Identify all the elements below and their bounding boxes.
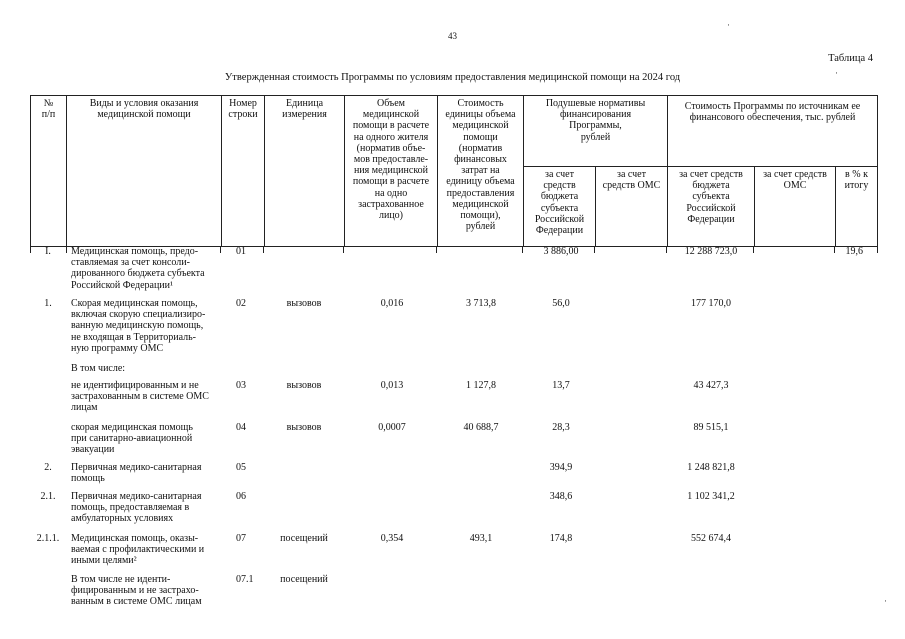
row-line: 03 xyxy=(236,380,246,391)
row-name: Скорая медицинская помощь, включая скорую специализиро- ванную медицинскую помощь, не входящая в Территориаль- ную программу ОМС xyxy=(71,298,206,354)
row-line: 02 xyxy=(236,298,246,309)
row-name: скорая медицинская помощь при санитарно-авиационной эвакуации xyxy=(71,422,193,456)
row-unit: вызовов xyxy=(286,422,322,433)
row-unit-cost: 1 127,8 xyxy=(466,380,496,391)
row-per-capita-budget: 3 886,00 xyxy=(543,246,579,257)
row-number: 1. xyxy=(44,298,52,309)
row-cost-budget: 177 170,0 xyxy=(691,298,731,309)
row-cost-budget: 12 288 723,0 xyxy=(684,246,738,257)
row-name: В том числе: xyxy=(71,363,126,374)
header-cost-pct: в % к итогу xyxy=(844,169,869,192)
scan-speck: · xyxy=(884,596,887,606)
row-per-capita-budget: 56,0 xyxy=(552,298,570,309)
row-volume: 0,016 xyxy=(380,298,404,309)
scan-speck: · xyxy=(727,20,730,30)
row-volume: 0,0007 xyxy=(378,422,406,433)
header-cost-budget: за счет средств бюджета субъекта Российской Федерации xyxy=(679,169,743,225)
table-header xyxy=(30,95,878,247)
header-volume: Объем медицинской помощи в расчете на одного жителя (норматив объе- мов предоставле- ния медицинской помощи в расчете на одно застрахованное лицо) xyxy=(352,98,430,221)
row-cost-budget: 1 248 821,8 xyxy=(687,462,735,473)
row-volume: 0,354 xyxy=(380,533,404,544)
scan-speck: · xyxy=(835,68,838,78)
row-name: Медицинская помощь, предо- ставляемая за счет консоли- дированного бюджета субъекта Российской Федерации¹ xyxy=(71,246,205,291)
row-per-capita-budget: 174,8 xyxy=(549,533,573,544)
header-no: № п/п xyxy=(41,98,56,121)
row-unit-cost: 3 713,8 xyxy=(466,298,496,309)
row-name: Первичная медико-санитарная помощь xyxy=(71,462,202,485)
row-name: В том числе не иденти- фицированным и не застрахо- ванным в системе ОМС лицам xyxy=(71,574,202,608)
header-name: Виды и условия оказания медицинской помощи xyxy=(89,98,199,121)
row-cost-budget: 89 515,1 xyxy=(693,422,729,433)
table-caption: Утвержденная стоимость Программы по условиям предоставления медицинской помощи на 2024 год xyxy=(224,72,681,83)
header-per-capita-budget: за счет средств бюджета субъекта Российской Федерации xyxy=(534,169,585,236)
header-unit: Единица измерения xyxy=(282,98,327,121)
row-per-capita-budget: 394,9 xyxy=(549,462,573,473)
row-number: 2.1. xyxy=(40,491,56,502)
row-number: 2.1.1. xyxy=(36,533,60,544)
row-cost-budget: 1 102 341,2 xyxy=(687,491,735,502)
table-label: Таблица 4 xyxy=(828,53,873,64)
row-unit: вызовов xyxy=(286,380,322,391)
header-line: Номер строки xyxy=(228,98,258,121)
row-cost-budget: 552 674,4 xyxy=(691,533,731,544)
header-cost-oms: за счет средств ОМС xyxy=(763,169,827,192)
row-unit-cost: 493,1 xyxy=(469,533,493,544)
header-per-capita-oms: за счет средств ОМС xyxy=(602,169,661,192)
row-number: I. xyxy=(45,246,51,257)
row-cost-budget: 43 427,3 xyxy=(693,380,729,391)
row-number: 2. xyxy=(44,462,52,473)
header-per-capita: Подушевые нормативы финансирования Программы, рублей xyxy=(545,98,646,143)
row-unit: вызовов xyxy=(286,298,322,309)
header-cost-sources: Стоимость Программы по источникам ее финансового обеспечения, тыс. рублей xyxy=(684,101,861,124)
row-name: Медицинская помощь, оказы- ваемая с профилактическими и иными целями² xyxy=(71,533,205,567)
row-line: 07 xyxy=(236,533,246,544)
header-unit-cost: Стоимость единицы объема медицинской помощи (норматив финансовых затрат на единицу объема предоставления медицинской помощи), рублей xyxy=(445,98,516,233)
row-per-capita-budget: 348,6 xyxy=(549,491,573,502)
row-name: не идентифицированным и не застрахованным в системе ОМС лицам xyxy=(71,380,209,414)
row-name: Первичная медико-санитарная помощь, предоставляемая в амбулаторных условиях xyxy=(71,491,202,525)
row-volume: 0,013 xyxy=(380,380,404,391)
row-unit: посещений xyxy=(280,574,328,585)
row-cost-pct: 19,6 xyxy=(845,246,863,257)
row-unit-cost: 40 688,7 xyxy=(463,422,499,433)
row-per-capita-budget: 28,3 xyxy=(552,422,570,433)
row-per-capita-budget: 13,7 xyxy=(552,380,570,391)
row-line: 05 xyxy=(236,462,246,473)
row-line: 01 xyxy=(236,246,246,257)
row-line: 07.1 xyxy=(236,574,254,585)
row-line: 04 xyxy=(236,422,246,433)
page-number: 43 xyxy=(448,31,457,41)
row-unit: посещений xyxy=(280,533,328,544)
row-line: 06 xyxy=(236,491,246,502)
